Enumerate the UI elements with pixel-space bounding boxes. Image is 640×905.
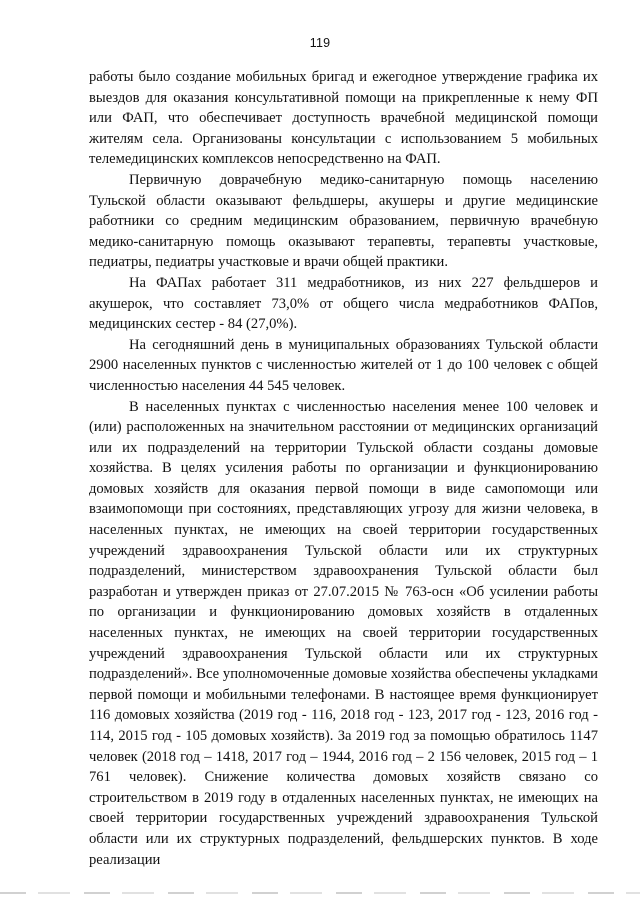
paragraph-fap-staff: На ФАПах работает 311 медработников, из них 227 фельдшеров и акушерок, что составляет 73,0% от общего числа медработников ФАПов, медицинских сестер - 84 (27,0%).	[89, 274, 598, 333]
paragraph-primary-care: Первичную доврачебную медико-санитарную помощь населению Тульской области оказывают фельдшеры, акушеры и другие медицинские работники со средним медицинским образованием, первичную врачебную медико-санитарную помощь оказывают терапевты, терапевты участковые, педиатры, педиатры участковые и врачи общей практики.	[89, 171, 598, 271]
scan-edge-artifact	[0, 892, 640, 894]
paragraph-settlements: На сегодняшний день в муниципальных образованиях Тульской области 2900 населенных пунктов с численностью жителей от 1 до 100 человек с общей численностью населения 44 545 человек.	[89, 336, 598, 394]
paragraph-continuation: работы было создание мобильных бригад и ежегодное утверждение графика их выездов для оказания консультативной помощи на прикрепленные к нему ФП или ФАП, что обеспечивает доступность врачебной медицинской помощи жителям села. Организованы консультации с использованием 5 мобильных телемедицинских комплексов непосредственно на ФАП.	[89, 69, 598, 168]
body-text	[89, 67, 598, 870]
paragraph-home-households: В населенных пунктах с численностью населения менее 100 человек и (или) расположенных на значительном расстоянии от медицинских организаций или их подразделений на территории Тульской области созданы домовые хозяйства. В целях усиления работы по организации и функционированию домовых хозяйств для оказания первой помощи в виде самопомощи или взаимопомощи при состояниях, представляющих угрозу для жизни человека, в населенных пунктах, не имеющих на своей территории государственных учреждений здравоохранения Тульской области или их структурных подразделений, министерством здравоохранения Тульской области был разработан и утвержден приказ от 27.07.2015 № 763-осн «Об усилении работы по организации и функционированию домовых хозяйств в отдаленных населенных пунктах, не имеющих на своей территории государственных учреждений здравоохранения Тульской области или их структурных подразделений». Все уполномоченные домовые хозяйства обеспечены укладками первой помощи и мобильными телефонами. В настоящее время функционирует 116 домовых хозяйства (2019 год - 116, 2018 год - 123, 2017 год - 123, 2016 год - 114, 2015 год - 105 домовых хозяйств). За 2019 год за помощью обратилось 1147 человек (2018 год – 1418, 2017 год – 1944, 2016 год – 2 156 человек, 2015 год – 1 761 человек). Снижение количества домовых хозяйств связано со строительством в 2019 году в отдаленных населенных пунктах, не имеющих на своей территории государственных учреждений здравоохранения Тульской области или их структурных подразделений, фельдшерских пунктов. В ходе реализации	[89, 398, 598, 868]
page-number: 119	[309, 36, 331, 50]
